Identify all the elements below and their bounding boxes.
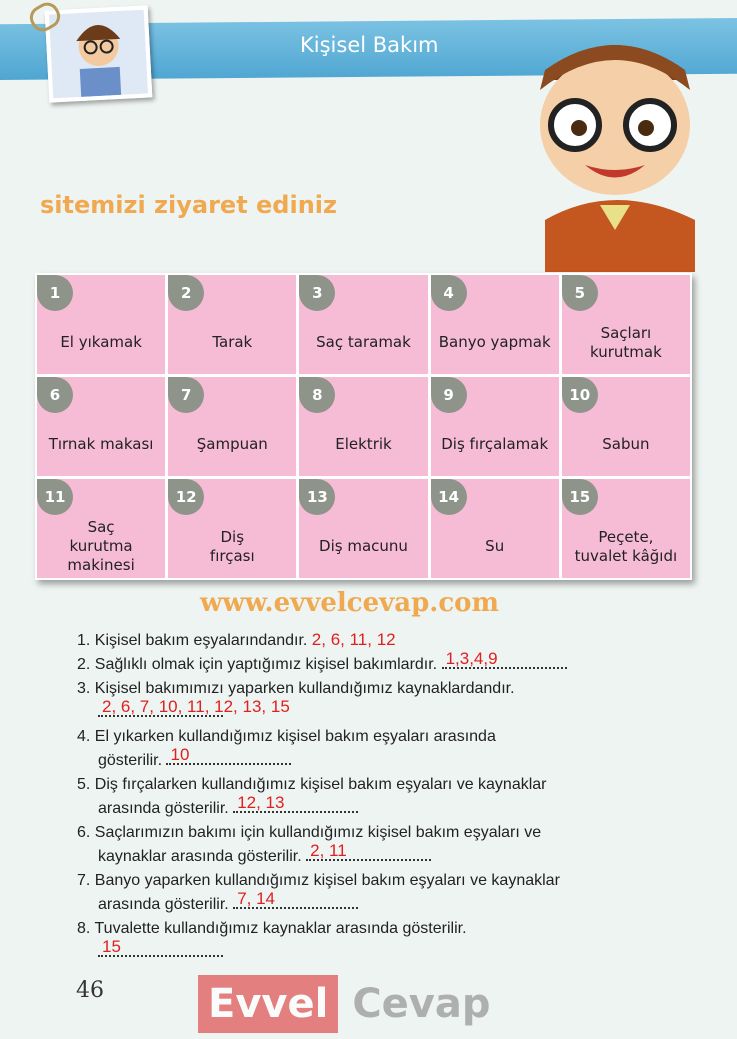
card-label: Şampuan xyxy=(196,435,268,454)
question-text: 2. Sağlıklı olmak için yaptığımız kişisel bakımlardır. xyxy=(77,656,438,673)
question-8 xyxy=(77,917,722,965)
answer-text: 2, 11 xyxy=(310,841,347,860)
card-13 xyxy=(299,479,427,578)
card-label: Saçları kurutmak xyxy=(590,323,662,361)
card-number-badge: 12 xyxy=(168,479,204,515)
card-number-badge: 4 xyxy=(431,275,467,311)
card-label: Elektrik xyxy=(335,435,392,454)
card-label: Diş macunu xyxy=(319,537,408,556)
answer-blank xyxy=(233,793,358,813)
answer-text: 10 xyxy=(170,745,190,764)
card-14 xyxy=(431,479,559,578)
card-label: Banyo yapmak xyxy=(438,333,551,352)
card-9 xyxy=(431,377,559,476)
question-text: 7. Banyo yaparken kullandığımız kişisel bakım eşyaları ve kaynaklar xyxy=(77,872,560,889)
card-number-badge: 1 xyxy=(37,275,73,311)
card-12 xyxy=(168,479,296,578)
page-number: 46 xyxy=(76,978,104,1003)
question-text-cont: arasında gösterilir. xyxy=(98,800,229,817)
card-8 xyxy=(299,377,427,476)
card-10 xyxy=(562,377,690,476)
answer-blank xyxy=(306,841,431,861)
card-number-badge: 6 xyxy=(37,377,73,413)
card-number-badge: 8 xyxy=(299,377,335,413)
question-text-cont: kaynaklar arasında gösterilir. xyxy=(98,848,302,865)
card-15 xyxy=(562,479,690,578)
card-number-badge: 14 xyxy=(431,479,467,515)
answer-blank xyxy=(98,937,223,957)
card-label: Diş fırçası xyxy=(209,527,255,565)
card-label: Diş fırçalamak xyxy=(441,435,549,454)
answer-blank xyxy=(166,745,291,765)
question-text: 6. Saçlarımızın bakımı için kullandığımız kişisel bakım eşyaları ve xyxy=(77,824,542,841)
question-1 xyxy=(77,628,722,653)
card-label: Saç kurutma makinesi xyxy=(67,518,135,574)
boy-photo-thumbnail xyxy=(45,5,153,102)
card-2 xyxy=(168,275,296,374)
card-number-badge: 5 xyxy=(562,275,598,311)
logo-right: Cevap xyxy=(352,981,491,1027)
card-label: Tarak xyxy=(212,333,253,352)
boy-illustration xyxy=(505,20,735,272)
question-text: 5. Diş fırçalarken kullandığımız kişisel bakım eşyaları ve kaynaklar xyxy=(77,776,547,793)
card-number-badge: 15 xyxy=(562,479,598,515)
answer-blank xyxy=(98,697,290,717)
card-3 xyxy=(299,275,427,374)
card-number-badge: 7 xyxy=(168,377,204,413)
answer-text: 12, 13 xyxy=(237,793,285,812)
card-label: Peçete, tuvalet kâğıdı xyxy=(574,527,678,565)
question-list xyxy=(77,628,722,965)
card-4 xyxy=(431,275,559,374)
question-text-cont: arasında gösterilir. xyxy=(98,896,229,913)
question-text: 3. Kişisel bakımımızı yaparken kullandığımız kaynaklardandır. xyxy=(77,680,515,697)
question-7 xyxy=(77,869,722,917)
card-7 xyxy=(168,377,296,476)
answer-text: 7, 14 xyxy=(237,889,275,908)
card-label: Su xyxy=(485,537,505,556)
card-5 xyxy=(562,275,690,374)
watermark-note: sitemizi ziyaret ediniz xyxy=(40,191,337,219)
question-2 xyxy=(77,649,722,677)
answer-text: 2, 6, 11, 12 xyxy=(311,630,396,649)
card-label: Sabun xyxy=(602,435,650,454)
page-title: Kişisel Bakım xyxy=(300,33,439,57)
card-number-badge: 9 xyxy=(431,377,467,413)
answer-blank xyxy=(442,649,567,669)
card-label: Tırnak makası xyxy=(48,435,154,454)
question-5 xyxy=(77,773,722,821)
card-1 xyxy=(37,275,165,374)
card-number-badge: 13 xyxy=(299,479,335,515)
question-4 xyxy=(77,725,722,773)
question-text-cont: gösterilir. xyxy=(98,752,163,769)
question-6 xyxy=(77,821,722,869)
card-label: Saç taramak xyxy=(316,333,411,352)
card-11 xyxy=(37,479,165,578)
answer-text: 2, 6, 7, 10, 11, 12, 13, 15 xyxy=(102,697,290,716)
question-3 xyxy=(77,677,722,725)
card-label: El yıkamak xyxy=(60,333,142,352)
question-text: 4. El yıkarken kullandığımız kişisel bakım eşyaları arasında xyxy=(77,728,496,745)
answer-blank xyxy=(233,889,358,909)
answer-text: 15 xyxy=(102,937,121,956)
evvelcevap-logo xyxy=(198,975,491,1033)
card-grid xyxy=(35,273,692,580)
card-number-badge: 3 xyxy=(299,275,335,311)
watermark-url: www.evvelcevap.com xyxy=(200,588,499,618)
question-text: 8. Tuvalette kullandığımız kaynaklar arasında gösterilir. xyxy=(77,920,467,937)
card-6 xyxy=(37,377,165,476)
logo-left: Evvel xyxy=(198,975,338,1033)
card-number-badge: 2 xyxy=(168,275,204,311)
question-text: 1. Kişisel bakım eşyalarındandır. xyxy=(77,632,308,649)
card-number-badge: 10 xyxy=(562,377,598,413)
answer-text: 1,3,4,9 xyxy=(445,649,498,668)
card-number-badge: 11 xyxy=(37,479,73,515)
